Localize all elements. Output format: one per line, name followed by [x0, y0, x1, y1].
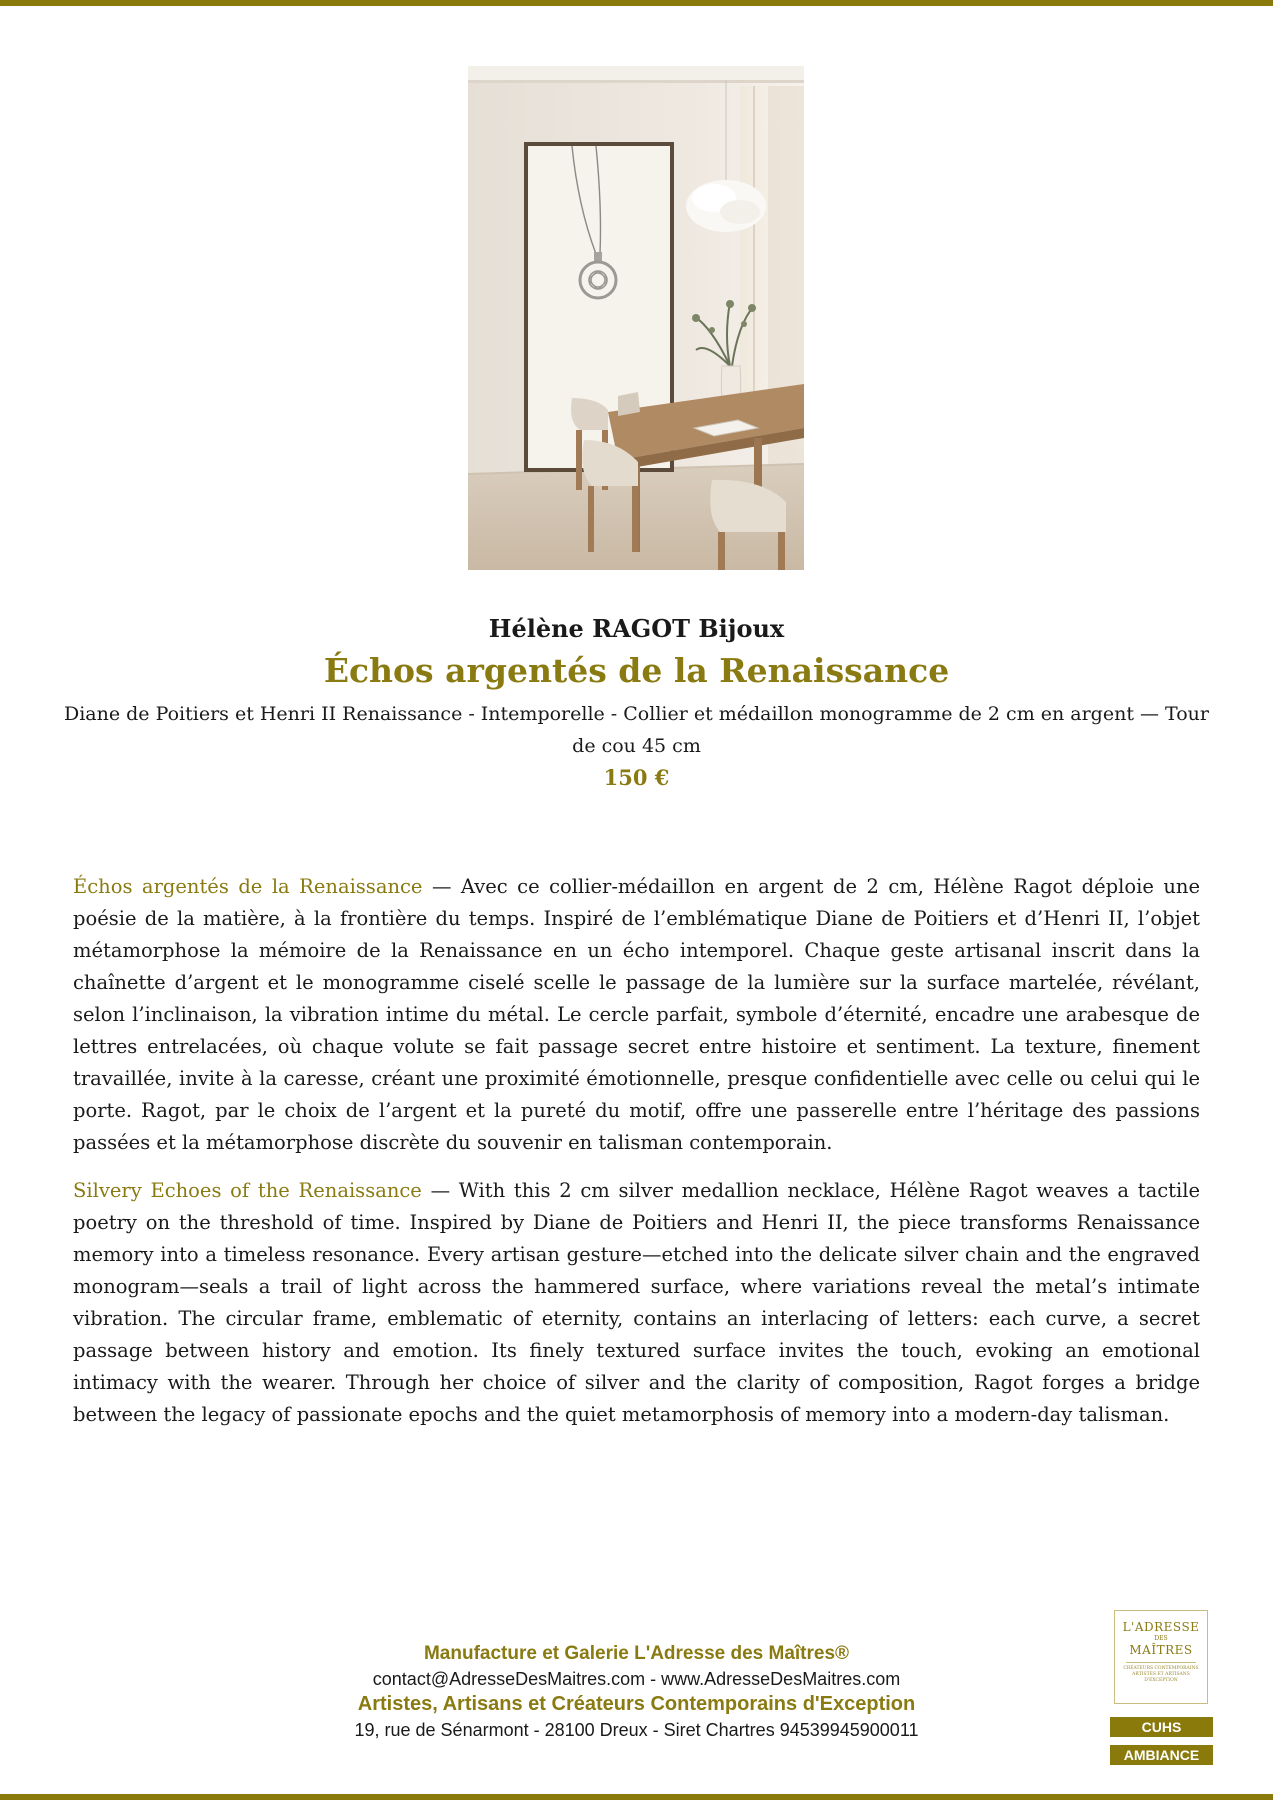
product-title: Échos argentés de la Renaissance: [323, 651, 950, 690]
description-fr: [73, 871, 1200, 1159]
description-en: [73, 1175, 1200, 1431]
logo-line-2: DES: [1154, 1635, 1168, 1642]
logo-line-3: MAÎTRES: [1129, 1643, 1193, 1657]
footer-tagline: Artistes, Artisans et Créateurs Contemporains d'Exception: [357, 1693, 916, 1715]
product-subtitle: Diane de Poitiers et Henri II Renaissance - Intemporelle - Collier et médaillon monogramme de 2 cm en argent — Tour de cou 45 cm: [63, 703, 1209, 757]
ambiance-badge: AMBIANCE: [1110, 1745, 1213, 1765]
footer-address: 19, rue de Sénarmont - 28100 Dreux - Siret Chartres 94539945900011: [354, 1720, 919, 1740]
footer: [240, 1641, 1033, 1742]
product-description: [73, 871, 1200, 1447]
footer-company: Manufacture et Galerie L'Adresse des Maîtres®: [423, 1643, 850, 1664]
product-photo: [468, 66, 804, 570]
product-header: [60, 612, 1213, 794]
product-price: 150 €: [603, 765, 670, 790]
description-en-lead: Silvery Echoes of the Renaissance: [73, 1179, 422, 1202]
logo-line-4: CRÉATEURS CONTEMPORAINS ARTISTES ET ARTISANS D'EXCEPTION: [1123, 1666, 1199, 1683]
logo-divider: [1126, 1662, 1196, 1663]
artist-name: Hélène RAGOT Bijoux: [488, 614, 785, 643]
logo-line-1: L'ADRESSE: [1122, 1620, 1200, 1634]
top-border: [0, 0, 1273, 6]
bottom-border: [0, 1794, 1273, 1800]
cuhs-badge: CUHS: [1110, 1717, 1213, 1737]
description-fr-text: — Avec ce collier-médaillon en argent de 2 cm, Hélène Ragot déploie une poésie de la matière, à la frontière du temps. Inspiré de l’emblématique Diane de Poitiers et d’Henri II, l’objet métamorphose la mémoire de la Renaissance en un écho intemporel. Chaque geste artisanal inscrit dans la chaînette d’argent et le monogramme ciselé scelle le passage de la lumière sur la surface martelée, révélant, selon l’inclinaison, la vibration intime du métal. Le cercle parfait, symbole d’éternité, encadre une arabesque de lettres entrelacées, où chaque volute se fait passage secret entre histoire et sentiment. La texture, finement travaillée, invite à la caresse, créant une proximité émotionnelle, presque confidentielle avec celle ou celui qui le porte. Ragot, par le choix de l’argent et la pureté du motif, offre une passerelle entre l’héritage des passions passées et la métamorphose discrète du souvenir en talisman contemporain.: [73, 875, 1201, 1154]
brand-logo: [1114, 1610, 1208, 1704]
description-en-text: — With this 2 cm silver medallion necklace, Hélène Ragot weaves a tactile poetry on the threshold of time. Inspired by Diane de Poitiers and Henri II, the piece transforms Renaissance memory into a timeless resonance. Every artisan gesture—etched into the delicate silver chain and the engraved monogram—seals a trail of light across the hammered surface, where variations reveal the metal’s intimate vibration. The circular frame, emblematic of eternity, contains an interlacing of letters: each curve, a secret passage between history and emotion. Its finely textured surface invites the touch, evoking an emotional intimacy with the wearer. Through her choice of silver and the clarity of composition, Ragot forges a bridge between the legacy of passionate epochs and the quiet metamorphosis of memory into a modern-day talisman.: [73, 1179, 1200, 1426]
description-fr-lead: Échos argentés de la Renaissance: [73, 875, 423, 898]
footer-contact: contact@AdresseDesMaitres.com - www.AdresseDesMaitres.com: [372, 1669, 901, 1689]
